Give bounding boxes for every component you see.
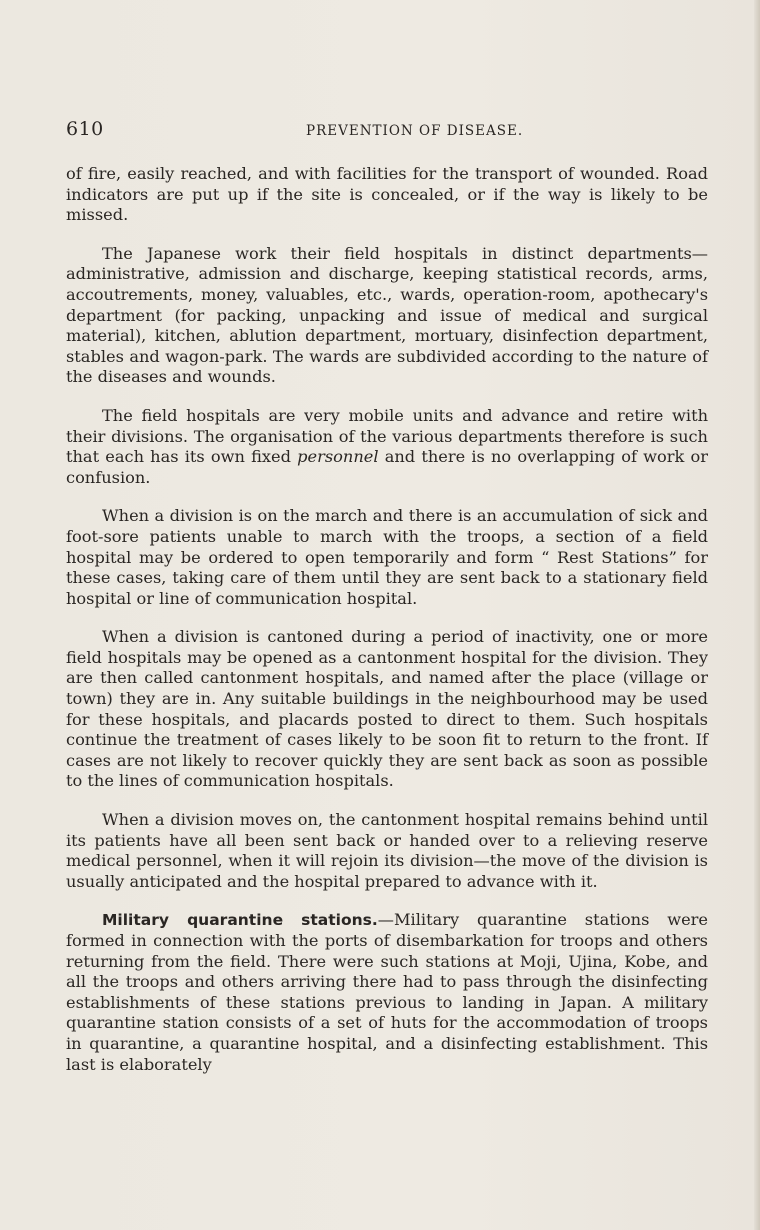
paragraph-quarantine-stations [66, 910, 708, 1075]
running-title: PREVENTION OF DISEASE. [306, 123, 524, 139]
paragraph-mobile-units [66, 406, 708, 488]
italic-term-personnel: personnel [297, 447, 379, 467]
page-edge [754, 0, 760, 1230]
page-header [66, 118, 706, 148]
paragraph-cantonment-hospitals: When a division is cantoned during a period of inactivity, one or more field hospitals may be opened as a cantonment hospital for the division. They are then called cantonment hospitals, and named after the place (village or town) they are in. Any suitable buildings in the neighbourhood may be used for these hospitals, and placards posted to direct to them. Such hospitals continue the treatment of cases likely to be soon fit to return to the front. If cases are not likely to recover quickly they are sent back as soon as possible to the lines of communication hospitals. [66, 627, 708, 791]
paragraph-quarantine-text: —Military quarantine stations were formed in connection with the ports of disembarkation for troops and others returning from the field. There were such stations at Moji, Ujina, Kobe, and all the troops and others arriving there had to pass through the disinfecting establishments of these stations previous to landing in Japan. A military quarantine station consists of a set of huts for the accommodation of troops in quarantine, a quarantine hospital, and a disinfecting establishment. This last is elaborately [66, 910, 708, 1074]
paragraph-continued: of fire, easily reached, and with facilities for the transport of wounded. Road indicators are put up if the site is concealed, or if the way is likely to be missed. [66, 164, 708, 225]
paragraph-departments: The Japanese work their field hospitals in distinct departments—administrative, admission and discharge, keeping statistical records, arms, accoutrements, money, valuables, etc., wards, operation-room, apothecary's department (for packing, unpacking and issue of medical and surgical material), kitchen, ablution department, mortuary, disinfection department, stables and wagon-park. The wards are subdivided according to the nature of the diseases and wounds. [66, 243, 708, 387]
page-number: 610 [66, 118, 104, 140]
paragraph-mobile-units-text-2: and there is no overlapping of work or confusion. [66, 447, 708, 487]
paragraph-division-moves: When a division moves on, the cantonment hospital remains behind until its patients have all been sent back or handed over to a relieving reserve medical personnel, when it will rejoin its division—the move of the division is usually anticipated and the hospital prepared to advance with it. [66, 810, 708, 891]
section-heading-quarantine: Military quarantine stations. [102, 911, 378, 930]
body-text [66, 164, 708, 1075]
paragraph-mobile-units-text-1: The field hospitals are very mobile units and advance and retire with their divisions. The organisation of the various departments therefore is such that each has its own fixed [66, 405, 708, 467]
paragraph-rest-stations: When a division is on the march and there is an accumulation of sick and foot-sore patients unable to march with the troops, a section of a field hospital may be ordered to open temporarily and form “ Rest Stations” for these cases, taking care of them until they are sent back to a stationary field hospital or line of communication hospital. [66, 506, 708, 608]
